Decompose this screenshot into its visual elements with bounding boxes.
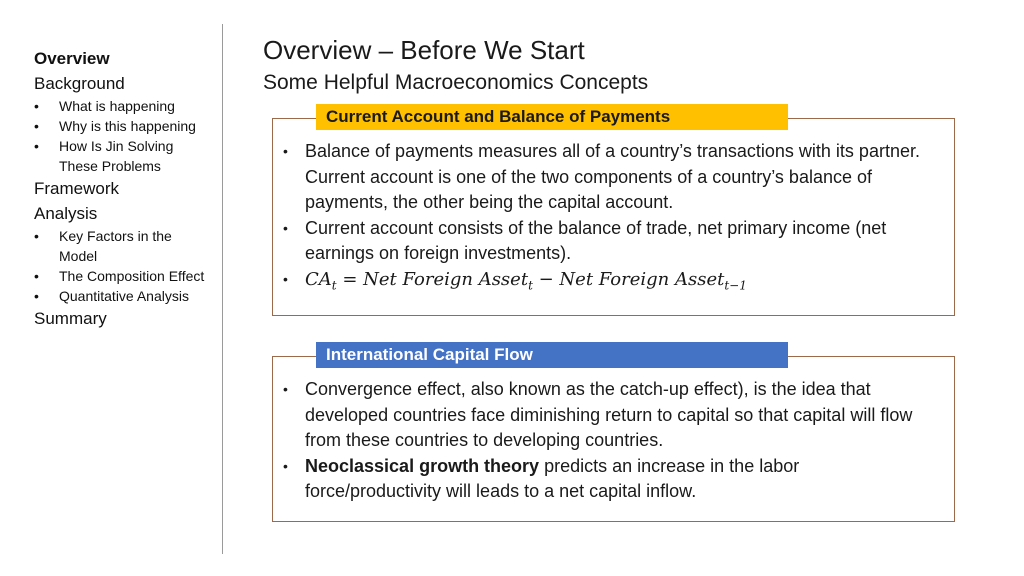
current-account-panel	[272, 118, 955, 316]
bullet-convergence-effect: • Convergence effect, also known as the catch-up effect), is the idea that developed countries face diminishing return to capital so that capital will flow from these countries to developing countries.	[283, 377, 940, 454]
sidebar-subitem[interactable]: • How Is Jin Solving These Problems	[34, 136, 209, 176]
neoclassical-term: Neoclassical growth theory	[305, 455, 540, 476]
bullet-neoclassical-theory	[283, 454, 940, 505]
sidebar-subitem[interactable]: • What is happening	[34, 96, 209, 116]
capital-flow-bullets	[273, 377, 954, 505]
page-subtitle: Some Helpful Macroeconomics Concepts	[263, 71, 649, 94]
formula-term2-sub: t−1	[724, 278, 747, 293]
bullet-formula	[283, 267, 940, 299]
bullet-current-account: • Current account consists of the balance of trade, net primary income (net earnings on foreign investments).	[283, 216, 940, 267]
neoclassical-description: predicts an increase in the labor force/productivity will leads to a net capital inflow.	[305, 455, 800, 501]
formula-lhs: CA	[305, 268, 332, 290]
current-account-label: Current Account and Balance of Payments	[316, 104, 788, 130]
sidebar-item-overview[interactable]: Overview	[34, 49, 110, 68]
sidebar-analysis-list	[34, 226, 209, 306]
sidebar-subitem[interactable]: • Key Factors in the Model	[34, 226, 209, 266]
sidebar-divider	[222, 24, 223, 554]
formula-equals: =	[336, 268, 364, 290]
sidebar-item-summary[interactable]: Summary	[34, 309, 107, 328]
formula-term2: Net Foreign Asset	[559, 268, 725, 290]
current-account-formula	[305, 268, 747, 293]
formula-term1: Net Foreign Asset	[363, 268, 529, 290]
formula-term1-sub: t	[528, 278, 533, 293]
sidebar-nav	[34, 46, 209, 331]
sidebar-item-analysis[interactable]: Analysis	[34, 204, 98, 223]
sidebar-subitem[interactable]: • Why is this happening	[34, 116, 209, 136]
sidebar-item-framework[interactable]: Framework	[34, 179, 120, 198]
capital-flow-panel	[272, 356, 955, 522]
page-title: Overview – Before We Start	[263, 35, 585, 65]
sidebar-subitem[interactable]: • Quantitative Analysis	[34, 286, 209, 306]
formula-minus: −	[532, 268, 560, 290]
sidebar-subitem[interactable]: • The Composition Effect	[34, 266, 209, 286]
sidebar-background-list	[34, 96, 209, 176]
formula-lhs-sub: t	[331, 278, 337, 293]
capital-flow-label: International Capital Flow	[316, 342, 788, 368]
sidebar-item-background[interactable]: Background	[34, 74, 125, 93]
current-account-bullets	[273, 139, 954, 299]
bullet-balance-of-payments: • Balance of payments measures all of a country’s transactions with its partner. Current account is one of the two components of a country’s balance of payments, the other being the capital account.	[283, 139, 940, 216]
